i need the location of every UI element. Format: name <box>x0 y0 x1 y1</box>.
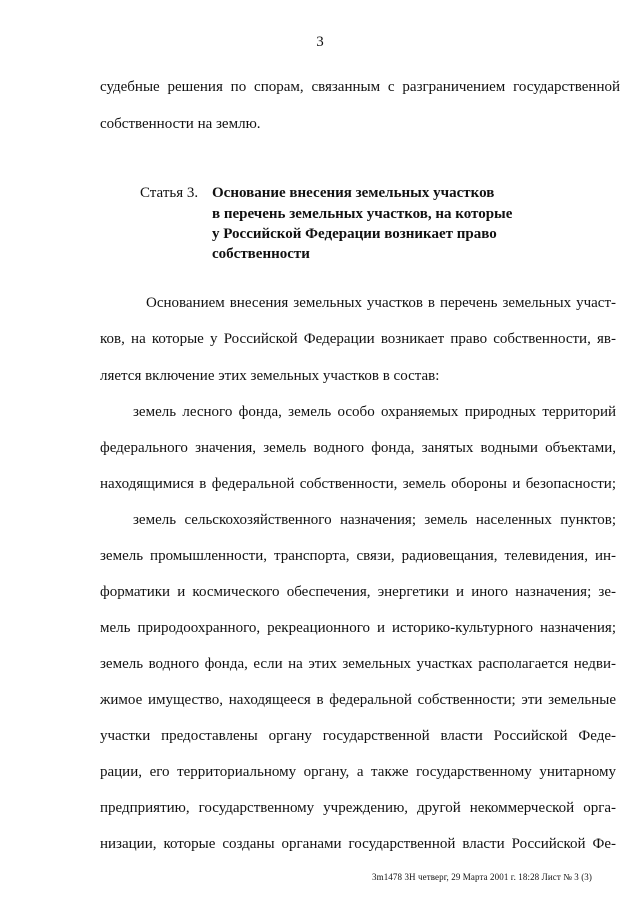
body-line-5: федерального значения, земель водного фонда, занятых водными объектами, <box>100 440 616 456</box>
body-line-12: жимое имущество, находящееся в федеральной собственности; эти земельные <box>100 692 616 708</box>
footer-stamp: 3m1478 3Н четверг, 29 Марта 2001 г. 18:28 Лист № 3 (3) <box>372 872 592 882</box>
body-line-8: земель промышленности, транспорта, связи, радиовещания, телевидения, ин- <box>100 548 616 564</box>
article-prefix: Статья 3. <box>140 185 199 201</box>
body-line-6: находящимися в федеральной собственности, земель обороны и безопасности; <box>100 476 616 492</box>
body-line-1: Основанием внесения земельных участков в перечень земельных участ- <box>146 295 616 311</box>
article-title-line-1: Основание внесения земельных участков <box>212 185 495 201</box>
body-line-11: земель водного фонда, если на этих земельных участках располагается недви- <box>100 656 616 672</box>
body-line-16: низации, которые созданы органами государственной власти Российской Фе- <box>100 836 616 852</box>
page-number: 3 <box>316 34 324 50</box>
article-title-line-4: собственности <box>212 246 310 262</box>
body-line-4: земель лесного фонда, земель особо охраняемых природных территорий <box>133 404 616 420</box>
article-title-line-2: в перечень земельных участков, на которые <box>212 206 513 222</box>
body-line-15: предприятию, государственному учреждению, другой некоммерческой орга- <box>100 800 616 816</box>
body-line-7: земель сельскохозяйственного назначения; земель населенных пунктов; <box>133 512 616 528</box>
intro-line-1: судебные решения по спорам, связанным с разграничением государственной <box>100 79 620 95</box>
body-line-14: рации, его территориальному органу, а также государственному унитарному <box>100 764 616 780</box>
intro-line-2: собственности на землю. <box>100 116 261 132</box>
body-line-9: форматики и космического обеспечения, энергетики и иного назначения; зе- <box>100 584 616 600</box>
article-title-line-3: у Российской Федерации возникает право <box>212 226 497 242</box>
body-line-13: участки предоставлены органу государственной власти Российской Феде- <box>100 728 616 744</box>
body-line-2: ков, на которые у Российской Федерации возникает право собственности, яв- <box>100 331 616 347</box>
body-line-10: мель природоохранного, рекреационного и историко-культурного назначения; <box>100 620 616 636</box>
body-line-3: ляется включение этих земельных участков в состав: <box>100 368 440 384</box>
